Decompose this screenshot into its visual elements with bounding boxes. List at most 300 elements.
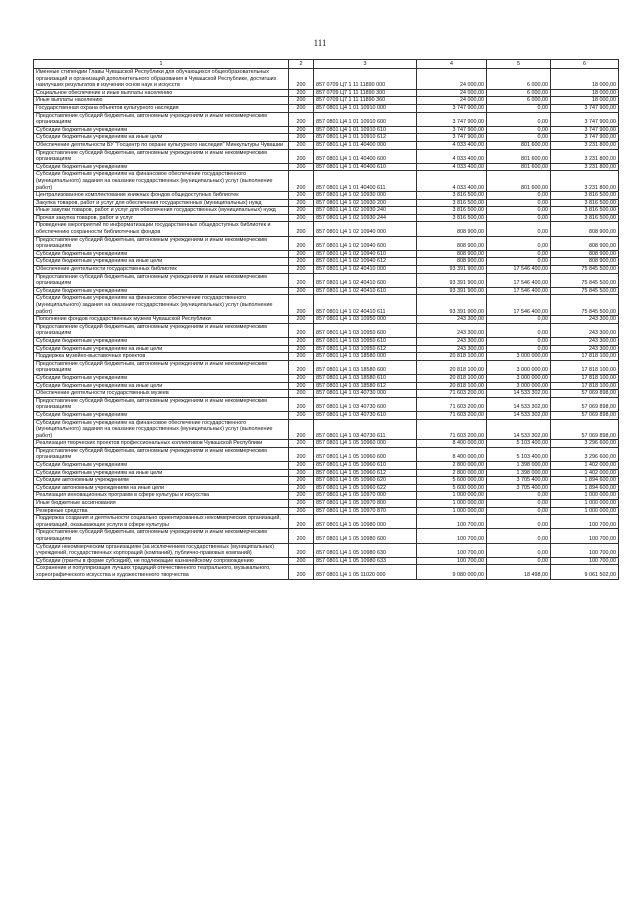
row-amount-total: 17 818 100,00 [551,374,619,382]
row-name: Субсидии бюджетным учреждениям [34,462,289,470]
row-name: Субсидии бюджетным учреждениям [34,411,289,419]
table-row [34,507,619,515]
row-name: Субсидии (гранты в форме субсидий), не подлежащие казначейскому сопровождению [34,557,289,565]
row-amount-total: 18 000,00 [551,97,619,105]
row-amount-total: 100 700,00 [551,557,619,565]
row-amount-change: 14 533 302,00 [487,419,551,440]
row-name: Предоставление субсидий бюджетным, автономным учреждениям и иным некоммерческим организациям [34,447,289,461]
row-amount-planned: 4 033 400,00 [417,141,487,149]
row-amount-total: 3 747 900,00 [551,126,619,134]
row-amount-total: 1 894 600,00 [551,484,619,492]
row-name: Проведение мероприятий по информатизации государственных общедоступных библиотек и обеспечению сохранности библиотечных фондов [34,222,289,236]
row-name: Обеспечение деятельности государственных библиотек [34,266,289,274]
table-row [34,323,619,337]
row-amount-planned: 20 818 100,00 [417,360,487,374]
row-amount-total: 243 300,00 [551,323,619,337]
row-amount-change: 0,00 [487,323,551,337]
table-row [34,353,619,361]
row-budget-code: 857 0801 Ц4 1 02 40410 610 [314,287,417,295]
row-amount-planned: 8 400 000,00 [417,440,487,448]
row-amount-change: 5 103 400,00 [487,447,551,461]
row-amount-total: 1 000 000,00 [551,507,619,515]
row-amount-change: 0,00 [487,199,551,207]
row-code-200: 200 [289,374,314,382]
row-amount-change: 0,00 [487,345,551,353]
row-code-200: 200 [289,469,314,477]
row-budget-code: 857 0801 Ц4 1 01 40400 611 [314,171,417,192]
row-amount-change: 17 546 400,00 [487,273,551,287]
table-row [34,250,619,258]
row-name: Обеспечение деятельности государственных музеев [34,390,289,398]
row-name: Государственная охрана объектов культурного наследия [34,104,289,112]
row-code-200: 200 [289,484,314,492]
row-name: Поддержка создания и деятельности социально ориентированных некоммерческих организаций, организаций, оказывающих услуги в сфере культуры [34,515,289,529]
row-code-200: 200 [289,447,314,461]
row-amount-planned: 93 391 900,00 [417,266,487,274]
row-amount-planned: 3 747 900,00 [417,126,487,134]
row-amount-planned: 243 300,00 [417,337,487,345]
row-code-200: 200 [289,171,314,192]
row-code-200: 200 [289,163,314,171]
row-budget-code: 857 0801 Ц4 1 02 10940 600 [314,236,417,250]
row-amount-total: 1 894 600,00 [551,477,619,485]
row-budget-code: 857 0801 Ц4 1 03 10950 610 [314,337,417,345]
row-budget-code: 857 0801 Ц4 1 02 10930 000 [314,192,417,200]
row-amount-total: 57 069 898,00 [551,411,619,419]
table-row [34,447,619,461]
row-amount-planned: 20 818 100,00 [417,353,487,361]
row-amount-total: 3 747 900,00 [551,134,619,142]
row-code-200: 200 [289,69,314,90]
table-row [34,192,619,200]
row-amount-planned: 4 033 400,00 [417,163,487,171]
row-budget-code: 857 0709 Ц7 1 11 11890 360 [314,97,417,105]
row-name: Предоставление субсидий бюджетным, автономным учреждениям и иным некоммерческим организациям [34,236,289,250]
row-amount-change: 5 103 400,00 [487,440,551,448]
row-amount-total: 3 296 600,00 [551,447,619,461]
row-amount-change: 6 000,00 [487,97,551,105]
row-amount-total: 18 000,00 [551,89,619,97]
row-code-200: 200 [289,222,314,236]
row-amount-total: 808 900,00 [551,222,619,236]
row-code-200: 200 [289,382,314,390]
row-amount-total: 18 000,00 [551,69,619,90]
table-row [34,543,619,557]
row-code-200: 200 [289,236,314,250]
table-row [34,382,619,390]
table-row [34,266,619,274]
row-code-200: 200 [289,97,314,105]
row-amount-change: 0,00 [487,337,551,345]
row-name: Субсидии бюджетным учреждениям на финансовое обеспечение государственного (муниципального) задания на оказание государственных (муниципальных) услуг (выполнение работ) [34,419,289,440]
row-amount-total: 100 700,00 [551,515,619,529]
row-amount-change: 0,00 [487,236,551,250]
row-amount-change: 3 000 000,00 [487,374,551,382]
table-row [34,360,619,374]
budget-table [33,59,619,580]
row-name: Пополнение фондов государственных музеев Чувашской Республики [34,316,289,324]
row-amount-change: 1 398 000,00 [487,462,551,470]
row-amount-total: 1 000 000,00 [551,492,619,500]
row-amount-total: 3 296 600,00 [551,440,619,448]
row-code-200: 200 [289,199,314,207]
table-row [34,411,619,419]
table-row [34,295,619,316]
table-row [34,69,619,90]
row-amount-total: 3 231 800,00 [551,141,619,149]
row-amount-total: 1 402 000,00 [551,469,619,477]
row-amount-change: 17 546 400,00 [487,287,551,295]
table-row [34,484,619,492]
row-code-200: 200 [289,273,314,287]
row-name: Субсидии бюджетным учреждениям на финансовое обеспечение государственного (муниципального) задания на оказание государственных (муниципальных) услуг (выполнение работ) [34,171,289,192]
row-name: Централизованное комплектование книжных фондов общедоступных библиотек [34,192,289,200]
row-amount-planned: 4 033 400,00 [417,171,487,192]
table-row [34,89,619,97]
row-budget-code: 857 0801 Ц4 1 02 10940 612 [314,258,417,266]
row-amount-change: 3 705 400,00 [487,477,551,485]
row-code-200: 200 [289,543,314,557]
row-budget-code: 857 0801 Ц4 1 05 10970 000 [314,492,417,500]
table-row [34,515,619,529]
row-name: Субсидии бюджетным учреждениям на иные цели [34,382,289,390]
row-code-200: 200 [289,462,314,470]
row-budget-code: 857 0801 Ц4 1 03 40730 611 [314,419,417,440]
row-code-200: 200 [289,500,314,508]
row-code-200: 200 [289,419,314,440]
row-amount-total: 3 816 500,00 [551,207,619,215]
row-amount-planned: 808 900,00 [417,258,487,266]
row-budget-code: 857 0801 Ц4 1 03 10950 000 [314,316,417,324]
row-amount-planned: 71 603 200,00 [417,390,487,398]
row-budget-code: 857 0801 Ц4 1 03 18580 000 [314,353,417,361]
row-amount-total: 75 845 500,00 [551,266,619,274]
row-amount-total: 3 816 500,00 [551,192,619,200]
row-code-200: 200 [289,345,314,353]
row-budget-code: 857 0801 Ц4 1 03 10950 600 [314,323,417,337]
header-row [34,60,619,69]
row-amount-planned: 243 300,00 [417,316,487,324]
row-amount-total: 17 818 100,00 [551,360,619,374]
table-row [34,529,619,543]
row-budget-code: 857 0801 Ц4 1 02 40410 611 [314,295,417,316]
row-amount-total: 17 818 100,00 [551,382,619,390]
row-amount-change: 3 000 000,00 [487,382,551,390]
row-name: Поддержка музейно-выставочных проектов [34,353,289,361]
row-amount-change: 6 000,00 [487,69,551,90]
row-amount-total: 9 061 502,00 [551,565,619,579]
row-amount-total: 243 300,00 [551,316,619,324]
table-row [34,134,619,142]
row-name: Резервные средства [34,507,289,515]
table-row [34,345,619,353]
row-amount-total: 75 845 500,00 [551,287,619,295]
row-amount-planned: 9 080 000,00 [417,565,487,579]
row-amount-total: 57 069 898,00 [551,390,619,398]
table-row [34,500,619,508]
table-row [34,112,619,126]
row-amount-total: 243 300,00 [551,345,619,353]
row-amount-total: 17 818 100,00 [551,353,619,361]
table-row [34,199,619,207]
row-amount-change: 14 533 302,00 [487,397,551,411]
row-amount-planned: 24 000,00 [417,69,487,90]
table-row [34,171,619,192]
row-name: Прочая закупка товаров, работ и услуг [34,214,289,222]
row-name: Субсидии бюджетным учреждениям [34,287,289,295]
row-name: Предоставление субсидий бюджетным, автономным учреждениям и иным некоммерческим организациям [34,397,289,411]
row-code-200: 200 [289,149,314,163]
row-amount-planned: 1 000 000,00 [417,492,487,500]
column-header: 6 [551,60,619,69]
row-code-200: 200 [289,126,314,134]
row-name: Субсидии бюджетным учреждениям на иные цели [34,345,289,353]
table-row [34,469,619,477]
row-budget-code: 857 0801 Ц4 1 01 10910 600 [314,112,417,126]
table-row [34,287,619,295]
row-name: Субсидии бюджетным учреждениям [34,163,289,171]
row-amount-planned: 93 391 900,00 [417,295,487,316]
row-amount-change: 0,00 [487,515,551,529]
row-name: Субсидии бюджетным учреждениям [34,337,289,345]
row-name: Субсидии бюджетным учреждениям на финансовое обеспечение государственного (муниципального) задания на оказание государственных (муниципальных) услуг (выполнение работ) [34,295,289,316]
row-amount-planned: 3 816 500,00 [417,199,487,207]
row-budget-code: 857 0801 Ц4 1 05 10960 622 [314,484,417,492]
row-amount-change: 0,00 [487,222,551,236]
row-amount-planned: 3 816 500,00 [417,207,487,215]
row-amount-change: 801 600,00 [487,163,551,171]
row-amount-change: 0,00 [487,557,551,565]
row-amount-change: 3 705 400,00 [487,484,551,492]
row-budget-code: 857 0801 Ц4 1 02 10930 244 [314,214,417,222]
row-amount-planned: 5 600 000,00 [417,477,487,485]
row-budget-code: 857 0801 Ц4 1 02 10930 240 [314,207,417,215]
table-row [34,419,619,440]
table-row [34,149,619,163]
row-amount-change: 0,00 [487,126,551,134]
row-amount-change: 14 533 302,00 [487,390,551,398]
row-name: Иные закупки товаров, работ и услуг для обеспечения государственных (муниципальных) нужд [34,207,289,215]
row-code-200: 200 [289,360,314,374]
table-row [34,390,619,398]
row-budget-code: 857 0801 Ц4 1 03 40730 610 [314,411,417,419]
row-name: Социальное обеспечение и иные выплаты населению [34,89,289,97]
row-name: Сохранение и популяризация лучших традиций отечественного театрального, музыкального, хореографического искусства и художественного творчества [34,565,289,579]
row-amount-planned: 100 700,00 [417,543,487,557]
row-amount-planned: 100 700,00 [417,515,487,529]
row-name: Субсидии автономным учреждениям на иные цели [34,484,289,492]
row-name: Предоставление субсидий бюджетным, автономным учреждениям и иным некоммерческим организациям [34,360,289,374]
row-amount-total: 1 000 000,00 [551,500,619,508]
row-budget-code: 857 0801 Ц4 1 01 10910 612 [314,134,417,142]
row-amount-planned: 3 747 900,00 [417,104,487,112]
row-name: Предоставление субсидий бюджетным, автономным учреждениям и иным некоммерческим организациям [34,323,289,337]
row-name: Предоставление субсидий бюджетным, автономным учреждениям и иным некоммерческим организациям [34,529,289,543]
table-row [34,273,619,287]
row-amount-change: 3 000 000,00 [487,360,551,374]
row-amount-change: 0,00 [487,500,551,508]
table-row [34,462,619,470]
row-amount-planned: 808 900,00 [417,250,487,258]
row-amount-total: 57 069 898,00 [551,419,619,440]
column-header: 1 [34,60,289,69]
row-code-200: 200 [289,507,314,515]
row-amount-change: 0,00 [487,507,551,515]
row-amount-planned: 3 747 900,00 [417,134,487,142]
row-budget-code: 857 0801 Ц4 1 03 10950 612 [314,345,417,353]
table-row [34,374,619,382]
row-amount-planned: 3 747 900,00 [417,112,487,126]
table-row [34,477,619,485]
row-code-200: 200 [289,104,314,112]
row-code-200: 200 [289,323,314,337]
row-amount-total: 243 300,00 [551,337,619,345]
row-amount-total: 3 231 800,00 [551,149,619,163]
row-amount-planned: 100 700,00 [417,557,487,565]
row-amount-total: 57 069 898,00 [551,397,619,411]
row-amount-planned: 243 300,00 [417,345,487,353]
row-budget-code: 857 0801 Ц4 1 05 10960 600 [314,447,417,461]
row-code-200: 200 [289,316,314,324]
row-code-200: 200 [289,477,314,485]
row-code-200: 200 [289,353,314,361]
row-budget-code: 857 0801 Ц4 1 03 40730 600 [314,397,417,411]
column-header: 5 [487,60,551,69]
row-amount-change: 1 398 000,00 [487,469,551,477]
row-amount-total: 808 900,00 [551,250,619,258]
row-code-200: 200 [289,565,314,579]
row-name: Иные бюджетные ассигнования [34,500,289,508]
table-row [34,337,619,345]
row-amount-planned: 71 603 200,00 [417,411,487,419]
row-amount-total: 75 845 500,00 [551,295,619,316]
row-code-200: 200 [289,207,314,215]
row-amount-planned: 1 000 000,00 [417,507,487,515]
row-name: Субсидии бюджетным учреждениям на иные цели [34,134,289,142]
row-amount-planned: 24 000,00 [417,97,487,105]
row-code-200: 200 [289,192,314,200]
row-name: Субсидии бюджетным учреждениям [34,126,289,134]
row-code-200: 200 [289,397,314,411]
row-amount-change: 801 600,00 [487,141,551,149]
row-budget-code: 857 0801 Ц4 1 01 40400 600 [314,149,417,163]
row-amount-change: 0,00 [487,112,551,126]
table-row [34,492,619,500]
row-amount-change: 0,00 [487,207,551,215]
row-amount-total: 100 700,00 [551,543,619,557]
row-code-200: 200 [289,134,314,142]
row-name: Субсидии бюджетным учреждениям на иные цели [34,469,289,477]
row-budget-code: 857 0801 Ц4 1 02 10940 610 [314,250,417,258]
row-amount-change: 0,00 [487,529,551,543]
row-code-200: 200 [289,337,314,345]
table-row [34,126,619,134]
row-amount-change: 0,00 [487,543,551,557]
row-budget-code: 857 0801 Ц4 1 03 40730 000 [314,390,417,398]
row-code-200: 200 [289,214,314,222]
row-budget-code: 857 0801 Ц4 1 02 40410 600 [314,273,417,287]
row-amount-planned: 24 000,00 [417,89,487,97]
row-amount-total: 808 900,00 [551,258,619,266]
table-row [34,104,619,112]
row-amount-total: 3 231 800,00 [551,163,619,171]
table-row [34,207,619,215]
row-amount-planned: 20 818 100,00 [417,382,487,390]
row-amount-change: 801 600,00 [487,171,551,192]
row-amount-change: 0,00 [487,214,551,222]
row-amount-change: 801 600,00 [487,149,551,163]
row-name: Закупка товаров, работ и услуг для обеспечения государственных (муниципальных) нужд [34,199,289,207]
table-row [34,214,619,222]
row-code-200: 200 [289,295,314,316]
row-budget-code: 857 0801 Ц4 1 05 10980 600 [314,529,417,543]
table-row [34,163,619,171]
row-amount-planned: 20 818 100,00 [417,374,487,382]
row-budget-code: 857 0801 Ц4 1 01 10910 000 [314,104,417,112]
row-budget-code: 857 0801 Ц4 1 01 40400 000 [314,141,417,149]
row-amount-change: 18 498,00 [487,565,551,579]
row-amount-planned: 1 000 000,00 [417,500,487,508]
row-budget-code: 857 0801 Ц4 1 05 10970 870 [314,507,417,515]
table-row [34,236,619,250]
row-budget-code: 857 0801 Ц4 1 01 10910 610 [314,126,417,134]
row-name: Обеспечение деятельности БУ "Госцентр по охране культурного наследия" Минкультуры Чувашии [34,141,289,149]
row-amount-planned: 100 700,00 [417,529,487,543]
row-amount-change: 0,00 [487,258,551,266]
row-budget-code: 857 0709 Ц7 1 11 11890 000 [314,69,417,90]
row-amount-planned: 71 603 200,00 [417,397,487,411]
row-budget-code: 857 0709 Ц7 1 11 11890 300 [314,89,417,97]
table-row [34,222,619,236]
row-budget-code: 857 0801 Ц4 1 05 10980 000 [314,515,417,529]
row-amount-change: 0,00 [487,250,551,258]
row-budget-code: 857 0801 Ц4 1 02 10940 000 [314,222,417,236]
row-amount-change: 14 533 302,00 [487,411,551,419]
row-amount-change: 0,00 [487,316,551,324]
row-amount-planned: 808 900,00 [417,236,487,250]
row-code-200: 200 [289,89,314,97]
row-code-200: 200 [289,250,314,258]
row-name: Реализация инновационных программ в сфере культуры и искусства [34,492,289,500]
row-amount-total: 1 402 000,00 [551,462,619,470]
row-amount-planned: 4 033 400,00 [417,149,487,163]
row-name: Именные стипендии Главы Чувашской Республики для обучающихся общеобразовательных организаций и организаций дополнительного образования в Чувашской Республике, достигших наилучших результатов в изучении основ наук и искусств [34,69,289,90]
row-budget-code: 857 0801 Ц4 1 05 10970 800 [314,500,417,508]
row-name: Субсидии бюджетным учреждениям [34,250,289,258]
row-budget-code: 857 0801 Ц4 1 03 18580 610 [314,374,417,382]
row-amount-total: 100 700,00 [551,529,619,543]
row-amount-total: 3 816 500,00 [551,199,619,207]
row-budget-code: 857 0801 Ц4 1 05 10980 630 [314,543,417,557]
column-header: 2 [289,60,314,69]
row-code-200: 200 [289,258,314,266]
row-budget-code: 857 0801 Ц4 1 03 18580 600 [314,360,417,374]
row-budget-code: 857 0801 Ц4 1 05 10960 610 [314,462,417,470]
row-name: Иные выплаты населению [34,97,289,105]
row-amount-total: 808 900,00 [551,236,619,250]
row-code-200: 200 [289,287,314,295]
row-amount-change: 0,00 [487,192,551,200]
row-amount-total: 3 747 900,00 [551,112,619,126]
row-amount-total: 3 231 800,00 [551,171,619,192]
row-budget-code: 857 0801 Ц4 1 01 40400 610 [314,163,417,171]
row-budget-code: 857 0801 Ц4 1 05 10960 000 [314,440,417,448]
row-amount-change: 0,00 [487,134,551,142]
row-amount-planned: 5 600 000,00 [417,484,487,492]
row-budget-code: 857 0801 Ц4 1 05 10960 620 [314,477,417,485]
row-amount-change: 0,00 [487,492,551,500]
row-code-200: 200 [289,112,314,126]
